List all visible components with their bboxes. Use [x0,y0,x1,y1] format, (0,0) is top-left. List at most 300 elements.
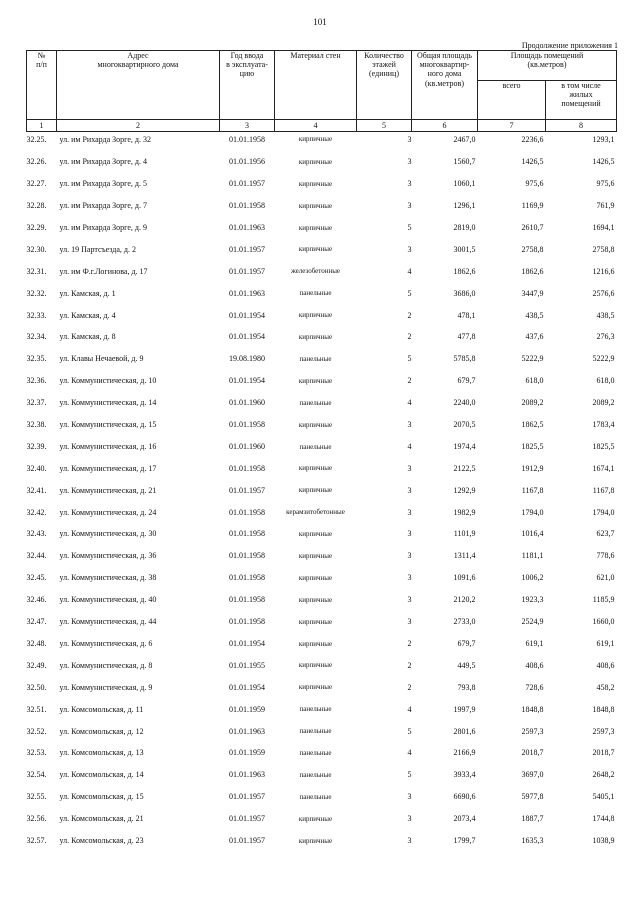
row-floors: 3 [407,485,412,495]
row-premises-all: 619,1 [525,638,544,648]
row-address: ул. Коммунистическая, д. 9 [59,682,153,692]
table-row [27,239,617,261]
column-number: 4 [275,120,357,132]
row-number: 32.52. [26,726,47,736]
row-premises-all: 1006,2 [521,573,544,583]
row-floors: 2 [407,660,412,670]
row-total-area: 1560,7 [453,157,476,167]
row-material: кирпичные [298,814,333,823]
row-year: 01.01.1958 [229,617,265,627]
row-number: 32.54. [26,770,47,780]
row-year: 01.01.1963 [229,770,265,780]
row-address: ул. им Рихарда Зорге, д. 7 [59,201,147,211]
row-number: 32.27. [26,179,47,189]
row-year: 01.01.1958 [229,551,265,561]
table-row [27,589,617,611]
row-floors: 5 [407,288,412,298]
row-total-area: 1974,4 [453,441,476,451]
column-numbers-row [27,120,617,132]
row-floors: 3 [407,420,412,430]
row-address: ул. 19 Партсъезда, д. 2 [59,244,136,254]
row-material: железобетонные [290,267,341,276]
table-row [27,132,617,152]
header-total-area: Общая площадь многоквартир- ного дома (кв.метров) [412,51,478,120]
table-row [27,698,617,720]
row-number: 32.45. [26,573,47,583]
row-total-area: 2240,0 [453,398,476,408]
row-number: 32.42. [26,507,47,517]
header-floors: Количество этажей (единиц) [357,51,412,120]
row-material: панельные [299,398,332,407]
row-number: 32.44. [26,551,47,561]
row-premises-all: 1923,3 [521,595,544,605]
row-material: кирпичные [298,157,333,166]
row-premises-residential: 458,2 [596,682,615,692]
row-total-area: 2122,5 [453,463,476,473]
row-material: панельные [299,792,332,801]
row-year: 01.01.1958 [229,420,265,430]
row-address: ул. Коммунистическая, д. 6 [59,638,153,648]
row-premises-residential: 1660,0 [592,617,615,627]
table-row [27,786,617,808]
column-number: 2 [57,120,220,132]
table-row [27,764,617,786]
row-material: панельные [299,770,332,779]
row-total-area: 2073,4 [453,814,476,824]
table-body [27,132,617,852]
row-number: 32.29. [26,223,47,233]
header-residential: в том числе жилых помещений [546,81,617,120]
table-row [27,830,617,852]
row-premises-all: 2018,7 [521,748,544,758]
table-row [27,808,617,830]
row-premises-all: 3447,9 [521,288,544,298]
row-address: ул. Коммунистическая, д. 21 [59,485,157,495]
table-row [27,260,617,282]
column-number: 5 [357,120,412,132]
row-address: ул. Комсомольская, д. 21 [59,814,144,824]
row-address: ул. Комсомольская, д. 15 [59,792,144,802]
row-address: ул. Коммунистическая, д. 24 [59,507,157,517]
table-row [27,654,617,676]
row-address: ул. Коммунистическая, д. 40 [59,595,157,605]
row-total-area: 793,8 [457,682,476,692]
row-premises-residential: 621,0 [596,573,615,583]
row-address: ул. Комсомольская, д. 23 [59,835,144,845]
row-premises-residential: 1694,1 [592,223,615,233]
row-premises-residential: 2089,2 [592,398,615,408]
row-number: 32.28. [26,201,47,211]
row-floors: 4 [407,748,412,758]
row-year: 01.01.1955 [229,660,265,670]
row-premises-all: 1167,8 [521,485,544,495]
row-premises-residential: 778,6 [596,551,615,561]
row-address: ул. Клавы Нечаевой, д. 9 [59,354,144,364]
row-floors: 3 [407,463,412,473]
row-premises-residential: 5222,9 [592,354,615,364]
row-premises-all: 1426,5 [521,157,544,167]
row-address: ул. им Рихарда Зорге, д. 5 [59,179,147,189]
row-year: 01.01.1954 [229,376,265,386]
row-total-area: 6690,6 [453,792,476,802]
row-address: ул. Коммунистическая, д. 16 [59,441,157,451]
row-address: ул. им Ф.г.Логинова, д. 17 [59,266,148,276]
row-address: ул. Комсомольская, д. 13 [59,748,144,758]
row-premises-all: 3697,0 [521,770,544,780]
row-address: ул. Камская, д. 4 [59,310,116,320]
row-total-area: 3001,5 [453,244,476,254]
row-premises-residential: 1167,8 [592,485,615,495]
row-premises-residential: 761,9 [596,201,615,211]
row-year: 01.01.1960 [229,398,265,408]
row-address: ул. Коммунистическая, д. 17 [59,463,157,473]
header-num: № п/п [27,51,57,120]
row-floors: 3 [357,132,412,152]
table-row [27,633,617,655]
row-floors: 3 [407,244,412,254]
row-premises-all: 618,0 [525,376,544,386]
row-number: 32.25. [27,132,57,152]
row-address: ул. Коммунистическая, д. 15 [59,420,157,430]
row-material: кирпичные [298,836,333,845]
row-address: ул. Коммунистическая, д. 30 [59,529,157,539]
row-material: кирпичные [298,179,333,188]
row-number: 32.47. [26,617,47,627]
row-year: 01.01.1963 [229,223,265,233]
row-address: ул. Камская, д. 8 [59,332,116,342]
table-row [27,436,617,458]
row-year: 01.01.1957 [229,814,265,824]
header-year: Год ввода в эксплуата- цию [220,51,275,120]
row-premises-all: 1848,8 [521,704,544,714]
row-address: ул. Камская, д. 1 [59,288,116,298]
row-year: 01.01.1960 [229,441,265,451]
row-premises-all: 1887,7 [521,814,544,824]
column-number: 6 [412,120,478,132]
row-number: 32.56. [26,814,47,824]
row-total-area: 1982,9 [453,507,476,517]
row-year: 01.01.1958 [229,573,265,583]
table-row [27,392,617,414]
row-material: кирпичные [298,639,333,648]
row-total-area: 449,5 [457,660,476,670]
row-number: 32.48. [26,638,47,648]
row-premises-residential: 623,7 [596,529,615,539]
row-address: ул. Коммунистическая, д. 38 [59,573,157,583]
row-premises-all: 1825,5 [521,441,544,451]
row-floors: 2 [407,638,412,648]
row-year: 01.01.1954 [229,638,265,648]
row-floors: 4 [407,441,412,451]
row-total-area: 2070,5 [453,420,476,430]
row-premises-residential: 1744,8 [592,814,615,824]
row-address: ул. Коммунистическая, д. 8 [59,660,153,670]
row-premises-all: 2610,7 [521,223,544,233]
row-address: ул. Коммунистическая, д. 44 [59,617,157,627]
row-material: кирпичные [298,486,333,495]
row-premises-residential: 276,3 [596,332,615,342]
row-premises-all: 1862,5 [521,420,544,430]
table-row [27,414,617,436]
row-floors: 5 [407,770,412,780]
table-row [27,370,617,392]
row-floors: 3 [407,792,412,802]
row-total-area: 5785,8 [453,354,476,364]
row-floors: 3 [407,835,412,845]
row-material: кирпичные [298,683,333,692]
row-address: ул. Комсомольская, д. 12 [59,726,144,736]
row-premises-all: 2597,3 [521,726,544,736]
row-total-area: 1060,1 [453,179,476,189]
row-floors: 3 [407,179,412,189]
row-address: ул. Коммунистическая, д. 14 [59,398,157,408]
row-floors: 4 [407,266,412,276]
row-premises-residential: 1825,5 [592,441,615,451]
row-material: кирпичные [298,245,333,254]
row-floors: 2 [407,682,412,692]
row-total-area: 1101,9 [453,529,476,539]
row-material: панельные [299,748,332,757]
row-premises-all: 5222,9 [521,354,544,364]
row-year: 01.01.1957 [229,792,265,802]
row-total-area: 2801,6 [453,726,476,736]
row-year: 01.01.1957 [229,835,265,845]
table-row [27,545,617,567]
row-address: ул. им Рихарда Зорге, д. 32 [57,132,220,152]
row-total-area: 679,7 [457,376,476,386]
row-floors: 4 [407,398,412,408]
page-number: 101 [313,17,327,27]
row-year: 01.01.1959 [229,748,265,758]
row-material: панельные [299,289,332,298]
row-number: 32.36. [26,376,47,386]
row-material: кирпичные [298,464,333,473]
column-number: 7 [478,120,546,132]
header-all: всего [478,81,546,120]
row-premises-residential: 975,6 [596,179,615,189]
table-row [27,742,617,764]
row-year: 01.01.1957 [229,485,265,495]
row-number: 32.49. [26,660,47,670]
row-material: кирпичные [298,617,333,626]
row-number: 32.51. [26,704,47,714]
row-premises-residential: 1848,8 [592,704,615,714]
row-year: 01.01.1954 [229,682,265,692]
row-total-area: 478,1 [457,310,476,320]
table-row [27,195,617,217]
table-row [27,457,617,479]
row-number: 32.57. [26,835,47,845]
row-year: 01.01.1958 [229,595,265,605]
table-row [27,326,617,348]
row-year: 01.01.1954 [229,310,265,320]
row-total-area: 1292,9 [453,485,476,495]
row-address: ул. им Рихарда Зорге, д. 4 [59,157,147,167]
table-row [27,217,617,239]
header-address: Адрес многоквартирного дома [57,51,220,120]
row-premises-all: 1862,6 [521,266,544,276]
row-number: 32.30. [26,244,47,254]
table-row [27,611,617,633]
row-premises-all: 2758,8 [521,244,544,254]
row-material: кирпичные [298,201,333,210]
column-number: 1 [27,120,57,132]
row-premises-all: 1635,3 [521,835,544,845]
row-premises-all: 437,6 [525,332,544,342]
row-address: ул. Коммунистическая, д. 10 [59,376,157,386]
row-material: кирпичные [275,132,357,152]
row-material: кирпичные [298,311,333,320]
table-row [27,567,617,589]
table-row [27,151,617,173]
row-premises-residential: 1783,4 [592,420,615,430]
row-number: 32.35. [26,354,47,364]
row-number: 32.40. [26,463,47,473]
row-premises-residential: 2648,2 [592,770,615,780]
row-floors: 3 [407,617,412,627]
row-total-area: 1799,7 [453,835,476,845]
header-premises-area: Площадь помещений (кв.метров) [478,51,617,81]
row-material: панельные [299,442,332,451]
column-number: 8 [546,120,617,132]
row-material: панельные [299,705,332,714]
row-premises-residential: 2597,3 [592,726,615,736]
row-material: панельные [299,727,332,736]
row-total-area: 1862,6 [453,266,476,276]
row-premises-residential: 5405,1 [592,792,615,802]
row-year: 01.01.1958 [220,132,275,152]
row-floors: 4 [407,704,412,714]
table-row [27,348,617,370]
row-year: 01.01.1958 [229,507,265,517]
row-floors: 2 [407,376,412,386]
row-number: 32.38. [26,420,47,430]
row-number: 32.32. [26,288,47,298]
row-floors: 2 [407,332,412,342]
row-year: 19.08.1980 [229,354,265,364]
row-floors: 3 [407,529,412,539]
header-material: Материал стен [275,51,357,120]
row-total-area: 2819,0 [453,223,476,233]
row-number: 32.43. [26,529,47,539]
row-total-area: 3686,0 [453,288,476,298]
row-number: 32.39. [26,441,47,451]
row-total-area: 2733,0 [453,617,476,627]
row-number: 32.46. [26,595,47,605]
table-row [27,304,617,326]
row-material: кирпичные [298,420,333,429]
row-address: ул. Коммунистическая, д. 36 [59,551,157,561]
row-premises-all: 1016,4 [521,529,544,539]
row-total-area: 1091,6 [453,573,476,583]
row-premises-all: 5977,8 [521,792,544,802]
row-year: 01.01.1958 [229,529,265,539]
row-material: керамзитобетонные [286,508,345,517]
row-premises-residential: 1216,6 [592,266,615,276]
row-floors: 5 [407,726,412,736]
row-premises-all: 728,6 [525,682,544,692]
row-floors: 5 [407,354,412,364]
row-material: кирпичные [298,530,333,539]
row-number: 32.33. [26,310,47,320]
row-year: 01.01.1954 [229,332,265,342]
row-number: 32.37. [26,398,47,408]
row-premises-residential: 2018,7 [592,748,615,758]
row-floors: 2 [407,310,412,320]
row-material: панельные [299,354,332,363]
row-premises-residential: 1293,1 [546,132,617,152]
row-number: 32.50. [26,682,47,692]
row-premises-residential: 408,6 [596,660,615,670]
table-row [27,720,617,742]
row-total-area: 679,7 [457,638,476,648]
row-premises-all: 1169,9 [521,201,544,211]
row-material: кирпичные [298,573,333,582]
row-floors: 3 [407,157,412,167]
row-premises-residential: 1794,0 [592,507,615,517]
row-premises-residential: 1185,9 [592,595,615,605]
row-year: 01.01.1957 [229,244,265,254]
row-premises-all: 1912,9 [521,463,544,473]
row-year: 01.01.1957 [229,266,265,276]
row-year: 01.01.1959 [229,704,265,714]
row-material: кирпичные [298,551,333,560]
row-premises-residential: 2758,8 [592,244,615,254]
row-premises-residential: 1038,9 [592,835,615,845]
row-total-area: 1296,1 [453,201,476,211]
table-row [27,282,617,304]
row-total-area: 1997,9 [453,704,476,714]
row-year: 01.01.1958 [229,463,265,473]
row-premises-residential: 618,0 [596,376,615,386]
row-year: 01.01.1958 [229,201,265,211]
row-year: 01.01.1963 [229,288,265,298]
row-number: 32.53. [26,748,47,758]
row-floors: 3 [407,507,412,517]
row-premises-all: 1181,1 [521,551,544,561]
table-row [27,173,617,195]
row-premises-all: 2524,9 [521,617,544,627]
row-total-area: 2467,0 [412,132,478,152]
row-total-area: 2166,9 [453,748,476,758]
row-number: 32.41. [26,485,47,495]
row-premises-residential: 438,5 [596,310,615,320]
row-floors: 3 [407,814,412,824]
row-year: 01.01.1956 [229,157,265,167]
row-address: ул. Комсомольская, д. 11 [59,704,144,714]
row-premises-all: 1794,0 [521,507,544,517]
row-number: 32.55. [26,792,47,802]
row-premises-all: 438,5 [525,310,544,320]
table-row [27,523,617,545]
row-floors: 3 [407,573,412,583]
housing-register-table [26,50,617,852]
row-total-area: 3933,4 [453,770,476,780]
table-row [27,501,617,523]
row-year: 01.01.1957 [229,179,265,189]
row-premises-all: 2089,2 [521,398,544,408]
row-total-area: 1311,4 [453,551,476,561]
row-number: 32.34. [26,332,47,342]
continuation-note: Продолжение приложения 1 [521,41,618,50]
row-premises-residential: 2576,6 [592,288,615,298]
row-material: кирпичные [298,223,333,232]
row-material: кирпичные [298,333,333,342]
row-address: ул. им Рихарда Зорге, д. 9 [59,223,147,233]
row-floors: 3 [407,551,412,561]
row-material: кирпичные [298,595,333,604]
row-premises-all: 408,6 [525,660,544,670]
